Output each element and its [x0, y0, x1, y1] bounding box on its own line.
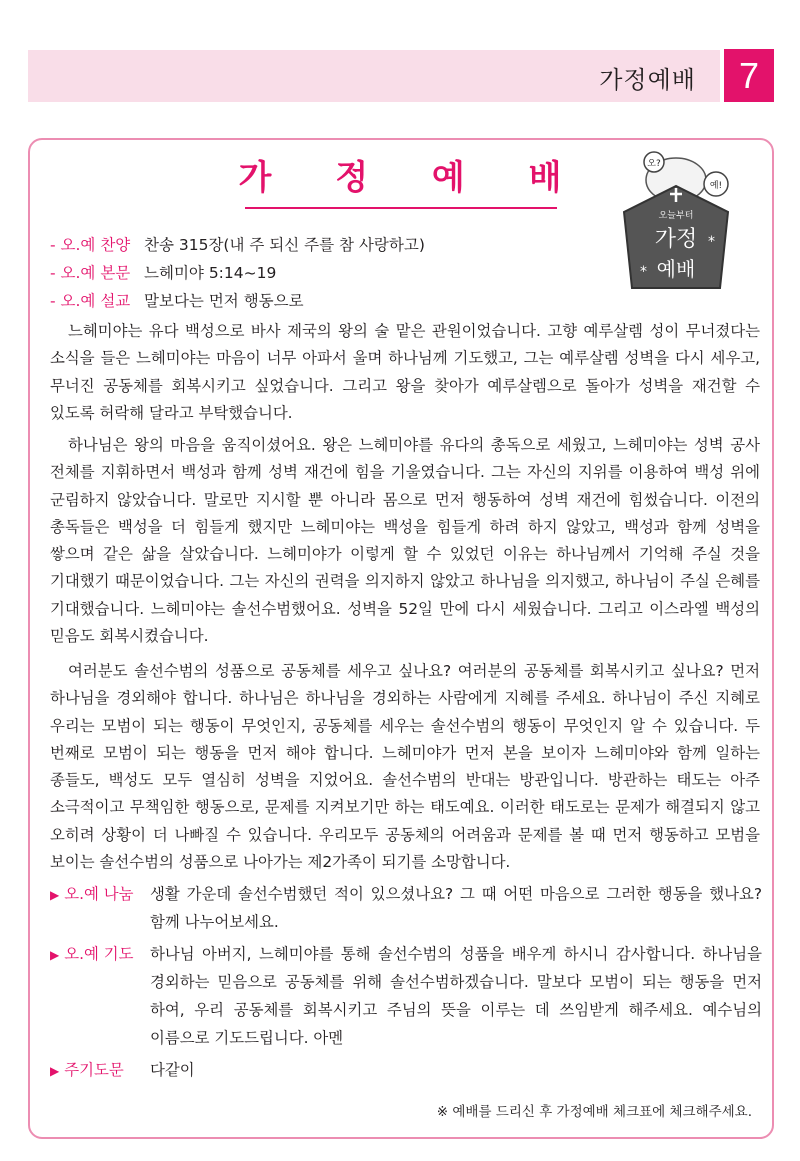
footer-note: ※ 예배를 드리신 후 가정예배 체크표에 체크해주세요. [436, 1104, 752, 1120]
main-title: 가 정 예 배 [238, 158, 588, 198]
section-text: 생활 가운데 솔선수범했던 적이 있으셨나요? 그 때 어떤 마음으로 그러한 행동을 했나요? 함께 나누어보세요. [150, 885, 762, 931]
section-label-text: 오.예 나눔 [64, 885, 134, 903]
section-label-text: 오.예 기도 [64, 945, 134, 963]
section-label-text: 주기도문 [64, 1061, 124, 1079]
meta-value: 말보다는 먼저 행동으로 [144, 292, 304, 310]
family-worship-logo [612, 148, 740, 298]
meta-row-scripture [50, 261, 276, 283]
logo-yes-text: 예! [709, 181, 723, 191]
logo-star-icon: * [640, 264, 647, 280]
title-underline [245, 207, 557, 209]
meta-label: - 오.예 본문 [50, 264, 131, 282]
meta-label: - 오.예 설교 [50, 292, 131, 310]
triangle-bullet-icon: ▶ [50, 888, 60, 902]
logo-title-line1: 가정 [654, 227, 698, 252]
logo-question-text: 오? [647, 159, 661, 169]
page-number: 7 [724, 49, 774, 102]
section-sharing [50, 880, 762, 936]
section-label [50, 880, 150, 936]
meta-value: 찬송 315장(내 주 되신 주를 참 사랑하고) [144, 236, 425, 254]
logo-title-line2: 예배 [656, 257, 696, 281]
logo-star-icon: * [708, 234, 715, 250]
page-header-title: 가정예배 [599, 66, 696, 94]
section-label [50, 1056, 150, 1085]
sermon-paragraph: 하나님은 왕의 마음을 움직이셨어요. 왕은 느헤미야를 유다의 총독으로 세웠고, 느헤미야는 성벽 공사 전체를 지휘하면서 백성과 함께 성벽 재건에 힘을 기울였습니다. 그는 자신의 지위를 이용하여 백성 위에 군림하지 않았습니다. 말로만 지시할 뿐 아니라 몸으로 먼저 행동하여 성벽 재건에 힘썼습니다. 이전의 총독들은 백성을 더 힘들게 했지만 느헤미야는 백성을 힘들게 하려 하지 않았고, 백성과 함께 성벽을 쌓으며 같은 삶을 살았습니다. 느헤미야가 이렇게 할 수 있었던 이유는 하나님께서 기억해 주실 것을 기대했기 때문이었습니다. 그는 자신의 권력을 의지하지 않았고 하나님을 의지했고, 하나님이 주실 은혜를 기대했습니다. 느헤미야는 솔선수범했어요. 성벽을 52일 만에 다시 세웠습니다. 그리고 이스라엘 백성의 믿음도 회복시켰습니다. [50, 436, 760, 646]
section-prayer [50, 940, 762, 1052]
meta-value: 느헤미야 5:14~19 [144, 264, 277, 282]
section-label [50, 940, 150, 1052]
section-text: 다같이 [150, 1061, 195, 1079]
sermon-paragraph: 느헤미야는 유다 백성으로 바사 제국의 왕의 술 맡은 관원이었습니다. 고향 예루살렘 성이 무너졌다는 소식을 들은 느헤미야는 마음이 너무 아파서 울며 하나님께 기도했고, 그는 예루살렘 성벽을 다시 세우고, 무너진 공동체를 회복시키고 싶었습니다. 그리고 왕을 찾아가 예루살렘으로 돌아가 성벽을 재건할 수 있도록 허락해 달라고 부탁했습니다. [50, 322, 760, 422]
triangle-bullet-icon: ▶ [50, 1064, 60, 1078]
meta-label: - 오.예 찬양 [50, 236, 131, 254]
section-lords-prayer [50, 1056, 762, 1085]
sermon-paragraph: 여러분도 솔선수범의 성품으로 공동체를 세우고 싶나요? 여러분의 공동체를 회복시키고 싶나요? 먼저 하나님을 경외해야 합니다. 하나님은 하나님을 경외하는 사람에게 지혜를 주세요. 하나님이 주신 지혜로 우리는 모범이 되는 행동이 무엇인지, 공동체를 세우는 솔선수범의 행동이 무엇인지 알 수 있습니다. 두 번째로 모범이 되는 행동을 먼저 해야 합니다. 느헤미야가 먼저 본을 보이자 느헤미야와 함께 일하는 종들도, 백성도 모두 열심히 성벽을 지었어요. 솔선수범의 반대는 방관입니다. 방관하는 태도는 아주 소극적이고 무책임한 행동으로, 문제를 지켜보기만 하는 태도예요. 이러한 태도로는 문제가 해결되지 않고 오히려 상황이 더 나빠질 수 있습니다. 우리모두 공동체의 어려움과 문제를 볼 때 먼저 행동하고 모범을 보이는 솔선수범의 성품으로 나아가는 제2가족이 되기를 소망합니다. [50, 662, 760, 872]
logo-small-text: 오늘부터 [658, 211, 694, 221]
section-text: 하나님 아버지, 느헤미야를 통해 솔선수범의 성품을 배우게 하시니 감사합니다. 하나님을 경외하는 믿음으로 공동체를 위해 솔선수범하겠습니다. 말보다 모범이 되는 행동을 먼저 하여, 우리 공동체를 회복시키고 주님의 뜻을 이루는 데 쓰임받게 해주세요. 예수님의 이름으로 기도드립니다. 아멘 [150, 945, 762, 1047]
meta-row-hymn [50, 233, 425, 255]
triangle-bullet-icon: ▶ [50, 948, 60, 962]
meta-row-sermon [50, 289, 304, 311]
